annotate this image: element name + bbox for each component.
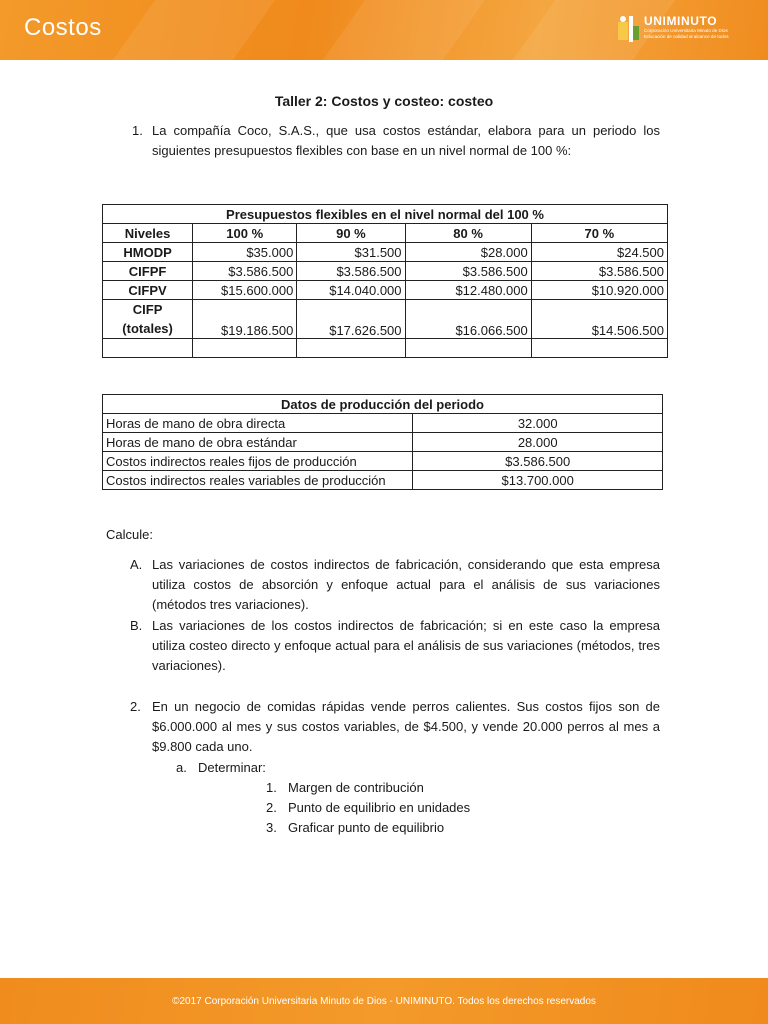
row-label: Costos indirectos reales fijos de producción: [103, 452, 413, 471]
table-cell: $12.480.000: [405, 281, 531, 300]
item-b-text: Las variaciones de los costos indirectos de fabricación; si en este caso la empresa utiliza costeo directo y enfoque actual para el análisis de sus variaciones (métodos, tres variaciones).: [152, 618, 660, 673]
table-cell: 32.000: [413, 414, 663, 433]
question-1-number: 1.: [132, 123, 143, 138]
table1-header: 90 %: [297, 224, 405, 243]
logo-name: UNIMINUTO: [644, 14, 718, 28]
table-cell: $14.040.000: [297, 281, 405, 300]
row-label: CIFP (totales): [103, 300, 193, 339]
footer-copyright: ©2017 Corporación Universitaria Minuto de Dios - UNIMINUTO. Todos los derechos reservados: [172, 996, 596, 1007]
sub-a-text: Determinar:: [198, 760, 266, 775]
table-row: [103, 471, 663, 490]
logo-subtitle: Corporación Universitaria Minuto de Dios Educación de calidad al alcance de todos: [644, 28, 729, 39]
table1-header: 80 %: [405, 224, 531, 243]
table1-header: 70 %: [531, 224, 667, 243]
sub-item-text: Margen de contribución: [288, 780, 424, 795]
row-label: Horas de mano de obra estándar: [103, 433, 413, 452]
production-data-table: [102, 394, 663, 490]
table-row-empty: [103, 339, 668, 358]
table-cell: $3.586.500: [413, 452, 663, 471]
sub-item-marker: 2.: [266, 800, 277, 815]
item-a-text: Las variaciones de costos indirectos de fabricación, considerando que esta empresa utiliza costos de absorción y enfoque actual para el análisis de sus variaciones (métodos tres variaciones).: [152, 557, 660, 612]
table-row: [103, 414, 663, 433]
sub-a-marker: a.: [176, 760, 187, 775]
table-cell: $3.586.500: [405, 262, 531, 281]
table-cell: 28.000: [413, 433, 663, 452]
sub-item-marker: 3.: [266, 820, 277, 835]
uniminuto-logo: [618, 14, 738, 46]
table-cell: $15.600.000: [193, 281, 297, 300]
question-2-number: 2.: [130, 699, 141, 714]
flexible-budget-table: [102, 204, 668, 358]
table-cell: $31.500: [297, 243, 405, 262]
table-cell: $19.186.500: [193, 300, 297, 339]
row-label: Horas de mano de obra directa: [103, 414, 413, 433]
table-cell: $35.000: [193, 243, 297, 262]
table1-header: Niveles: [103, 224, 193, 243]
row-label: HMODP: [103, 243, 193, 262]
table-cell: $24.500: [531, 243, 667, 262]
table-cell: $28.000: [405, 243, 531, 262]
table-cell: $13.700.000: [413, 471, 663, 490]
question-2-text: En un negocio de comidas rápidas vende perros calientes. Sus costos fijos son de $6.000.000 al mes y sus costos variables, de $4.500, y vende 20.000 perros al mes a $9.800 cada uno.: [152, 699, 660, 754]
table-cell: $17.626.500: [297, 300, 405, 339]
sub-item-text: Graficar punto de equilibrio: [288, 820, 445, 835]
table-cell: $3.586.500: [193, 262, 297, 281]
document-title: Taller 2: Costos y costeo: costeo: [274, 93, 494, 109]
table-row: [103, 433, 663, 452]
table2-caption: Datos de producción del periodo: [103, 395, 663, 414]
table-cell: $16.066.500: [405, 300, 531, 339]
header-title: Costos: [24, 14, 102, 41]
table-cell: $14.506.500: [531, 300, 667, 339]
row-label: Costos indirectos reales variables de producción: [103, 471, 413, 490]
logo-mark-icon: [618, 16, 640, 42]
footer-bar: [0, 978, 768, 1024]
table1-caption: Presupuestos flexibles en el nivel normal del 100 %: [103, 205, 668, 224]
table-cell: $10.920.000: [531, 281, 667, 300]
row-label: CIFPV: [103, 281, 193, 300]
table-cell: $3.586.500: [297, 262, 405, 281]
table-row: [103, 243, 668, 262]
sub-item-text: Punto de equilibrio en unidades: [288, 800, 471, 815]
table-row: [103, 262, 668, 281]
table-cell: $3.586.500: [531, 262, 667, 281]
item-a-marker: A.: [130, 557, 143, 572]
header-bar: [0, 0, 768, 60]
table-row: [103, 281, 668, 300]
question-1-text: La compañía Coco, S.A.S., que usa costos estándar, elabora para un periodo los siguientes presupuestos flexibles con base en un nivel normal de 100 %:: [152, 123, 660, 158]
table-row: [103, 452, 663, 471]
item-b-marker: B.: [130, 618, 143, 633]
row-label: CIFPF: [103, 262, 193, 281]
calcule-label: Calcule:: [106, 527, 153, 542]
table1-header: 100 %: [193, 224, 297, 243]
table-row: [103, 300, 668, 339]
sub-item-marker: 1.: [266, 780, 277, 795]
